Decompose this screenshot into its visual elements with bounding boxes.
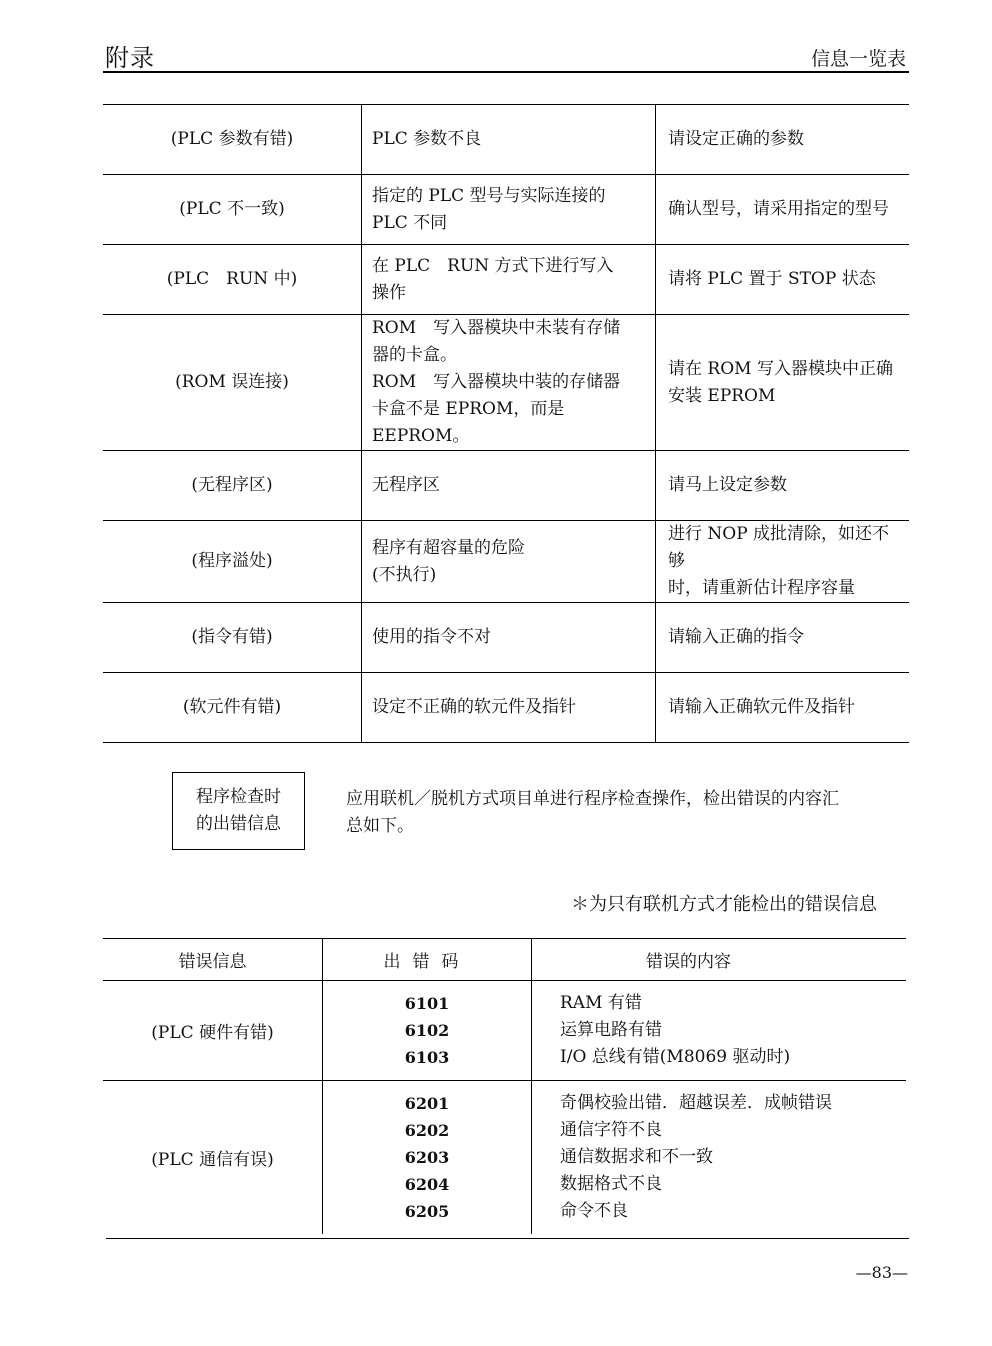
section-label-line: 程序检查时	[196, 787, 281, 807]
cause-cell	[362, 603, 656, 673]
cause-line: 在 PLC RUN 方式下进行写入	[372, 255, 614, 276]
chapter-title: 附录	[105, 44, 155, 72]
remedy-line: 请输入正确软元件及指针	[668, 697, 855, 717]
cause-line: 指定的 PLC 型号与实际连接的	[372, 185, 606, 206]
message-cell: (PLC RUN 中)	[103, 245, 362, 315]
header-content: 错误的内容	[532, 939, 907, 981]
table-row	[103, 521, 909, 603]
error-code: 6205	[404, 1202, 450, 1221]
remedy-cell	[656, 521, 910, 603]
remedy-line: 时，请重新估计程序容量	[668, 578, 855, 598]
error-code: 6202	[404, 1121, 450, 1140]
cause-line: ROM 写入器模块中未装有存储	[372, 318, 621, 338]
cause-cell	[362, 315, 656, 451]
footer-divider	[106, 1238, 909, 1239]
cause-cell	[362, 521, 656, 603]
remedy-line: 请马上设定参数	[668, 475, 787, 495]
cause-line: EEPROM。	[372, 426, 470, 446]
cause-cell	[362, 245, 656, 315]
error-code: 6203	[404, 1148, 450, 1167]
error-code: 6102	[404, 1021, 450, 1040]
error-code: 6204	[404, 1175, 450, 1194]
table-row	[103, 673, 909, 743]
group-codes	[323, 1081, 532, 1235]
cause-line: PLC 参数不良	[372, 129, 482, 149]
header-code-label: 出错码	[383, 952, 471, 972]
online-only-note: ＊为只有联机方式才能检出的错误信息	[571, 894, 877, 915]
table-header-row	[103, 939, 906, 981]
table-row	[103, 105, 909, 175]
table-row	[103, 315, 909, 451]
message-cell: (无程序区)	[103, 451, 362, 521]
header-message: 错误信息	[178, 952, 247, 972]
remedy-cell	[656, 673, 910, 743]
message-cell: (PLC 参数有错)	[103, 105, 362, 175]
error-content: 数据格式不良	[560, 1174, 662, 1194]
cause-line: ROM 写入器模块中装的存储器	[372, 372, 621, 392]
cause-line: PLC 不同	[372, 212, 448, 233]
cause-line: 设定不正确的软元件及指针	[372, 697, 576, 717]
cause-line: 卡盒不是 EPROM，而是	[372, 399, 565, 419]
cause-line: 程序有超容量的危险	[372, 537, 525, 558]
remedy-line: 请在 ROM 写入器模块中正确	[668, 358, 893, 379]
remedy-cell	[656, 175, 910, 245]
remedy-cell	[656, 603, 910, 673]
error-content: 运算电路有错	[560, 1020, 662, 1040]
cause-cell	[362, 175, 656, 245]
remedy-line: 安装 EPROM	[668, 385, 776, 406]
group-codes	[323, 981, 532, 1081]
page-number: —83—	[855, 1263, 908, 1282]
table-row	[103, 175, 909, 245]
table-row	[103, 981, 906, 1081]
remedy-cell	[656, 245, 910, 315]
error-code: 6103	[404, 1048, 450, 1067]
error-code-table	[103, 938, 906, 1234]
error-content: 通信字符不良	[560, 1120, 662, 1140]
group-contents	[532, 1081, 907, 1235]
error-code: 6201	[404, 1094, 450, 1113]
message-cell: (指令有错)	[103, 603, 362, 673]
remedy-line: 请输入正确的指令	[668, 627, 804, 647]
error-content: RAM 有错	[560, 993, 642, 1013]
intro-line: 总如下。	[346, 816, 414, 836]
remedy-line: 确认型号，请采用指定的型号	[668, 199, 889, 219]
cause-line: 无程序区	[372, 475, 440, 495]
table-row	[103, 245, 909, 315]
error-content: I/O 总线有错(M8069 驱动时)	[560, 1047, 791, 1067]
cause-cell	[362, 451, 656, 521]
message-cell: (软元件有错)	[103, 673, 362, 743]
section-label-box	[172, 772, 305, 850]
cause-cell	[362, 105, 656, 175]
intro-line: 应用联机／脱机方式项目单进行程序检查操作，检出错误的内容汇	[346, 789, 839, 809]
cause-line: 使用的指令不对	[372, 627, 491, 647]
remedy-cell	[656, 451, 910, 521]
table-row	[103, 451, 909, 521]
remedy-line: 进行 NOP 成批清除，如还不够	[668, 524, 890, 571]
table-row	[103, 603, 909, 673]
group-message: (PLC 硬件有错)	[151, 1023, 274, 1043]
remedy-line: 请将 PLC 置于 STOP 状态	[668, 269, 876, 289]
remedy-cell	[656, 315, 910, 451]
section-title: 信息一览表	[810, 48, 906, 70]
header-code	[323, 939, 532, 981]
group-contents	[532, 981, 907, 1081]
error-message-table	[103, 104, 909, 743]
error-content: 奇偶校验出错．超越误差．成帧错误	[560, 1093, 832, 1113]
message-cell: (ROM 误连接)	[103, 315, 362, 451]
cause-line: 操作	[372, 282, 406, 303]
remedy-line: 请设定正确的参数	[668, 129, 804, 149]
cause-line: 器的卡盒。	[372, 345, 457, 365]
section-intro	[346, 786, 886, 840]
message-cell: (PLC 不一致)	[103, 175, 362, 245]
group-message: (PLC 通信有误)	[151, 1150, 274, 1170]
cause-cell	[362, 673, 656, 743]
cause-line: (不执行)	[372, 564, 437, 585]
error-code: 6101	[404, 994, 450, 1013]
section-label-line: 的出错信息	[196, 814, 281, 834]
remedy-cell	[656, 105, 910, 175]
header-divider	[103, 71, 909, 73]
message-cell: (程序溢处)	[103, 521, 362, 603]
error-content: 命令不良	[560, 1201, 628, 1221]
error-content: 通信数据求和不一致	[560, 1147, 713, 1167]
table-row	[103, 1081, 906, 1235]
